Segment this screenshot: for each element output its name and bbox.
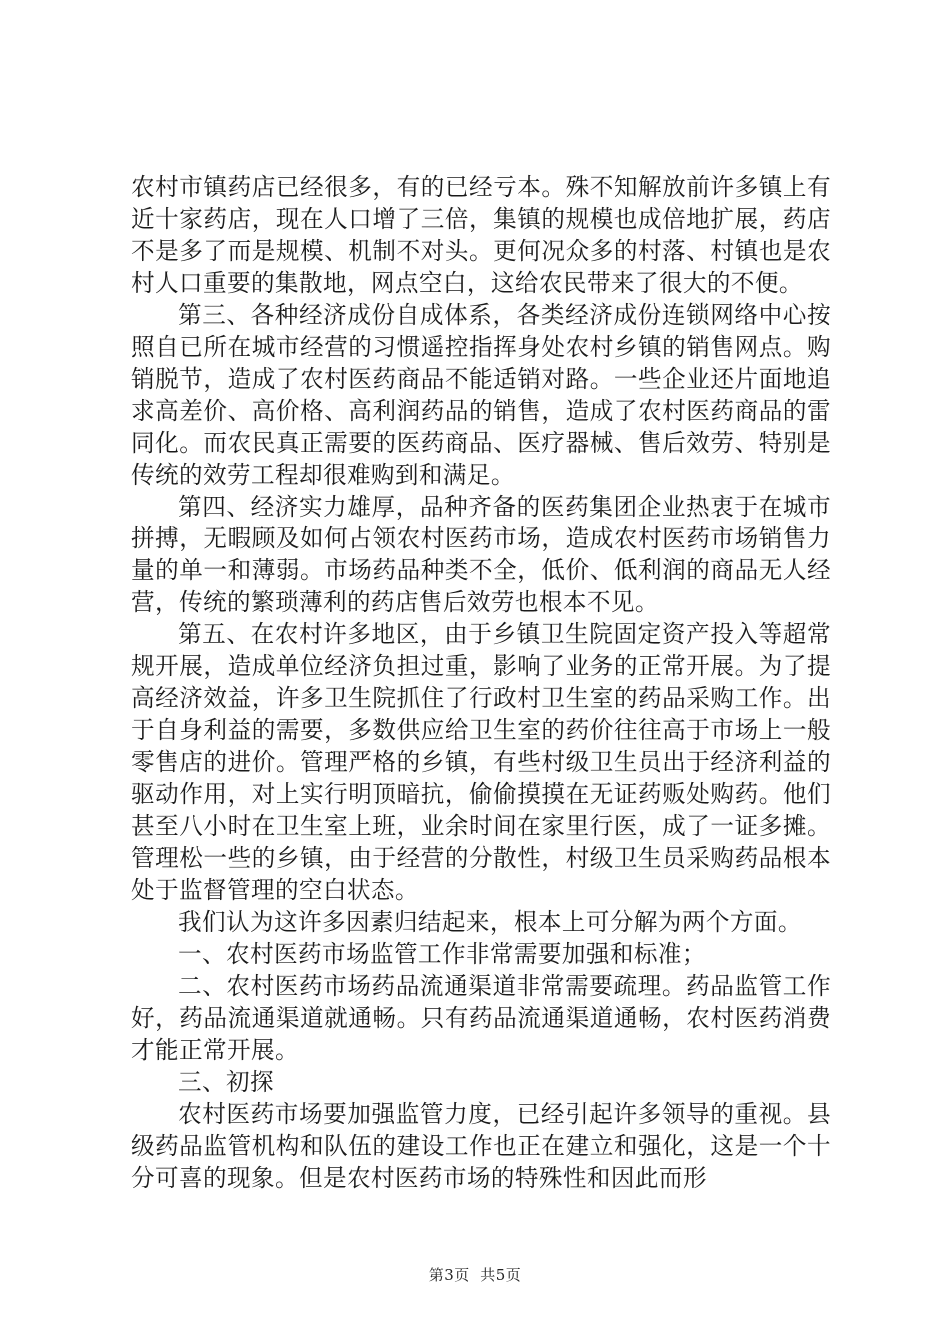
paragraph-5: 我们认为这许多因素归结起来，根本上可分解为两个方面。 bbox=[178, 907, 802, 936]
page-footer bbox=[0, 1264, 950, 1285]
section-heading: 三、初探 bbox=[178, 1067, 274, 1096]
paragraph-2: 第三、各种经济成份自成体系，各类经济成份连锁网络中心按照自已所在城市经营的习惯遥控指挥身处农村乡镇的销售网点。购销脱节，造成了农村医药商品不能适销对路。一些企业还片面地追求高差价、高价格、高利润药品的销售，造成了农村医药商品的雷同化。而农民真正需要的医药商品、医疗器械、售后效劳、特别是传统的效劳工程却很难购到和满足。 bbox=[131, 300, 831, 489]
paragraph-4: 第五、在农村许多地区，由于乡镇卫生院固定资产投入等超常规开展，造成单位经济负担过重，影响了业务的正常开展。为了提高经济效益，许多卫生院抓住了行政村卫生室的药品采购工作。出于自身利益的需要，多数供应给卫生室的药价往往高于市场上一般零售店的进价。管理严格的乡镇，有些村级卫生员出于经济利益的驱动作用，对上实行明顶暗抗，偷偷摸摸在无证药贩处购药。他们甚至八小时在卫生室上班，业余时间在家里行医，成了一证多摊。管理松一些的乡镇，由于经营的分散性，村级卫生员采购药品根本处于监督管理的空白状态。 bbox=[131, 620, 831, 904]
paragraph-7: 二、农村医药市场药品流通渠道非常需要疏理。药品监管工作好，药品流通渠道就通畅。只有药品流通渠道通畅，农村医药消费才能正常开展。 bbox=[131, 971, 831, 1064]
page-number: 第3页 共5页 bbox=[428, 1266, 522, 1284]
paragraph-8: 农村医药市场要加强监管力度，已经引起许多领导的重视。县级药品监管机构和队伍的建设工作也正在建立和强化，这是一个十分可喜的现象。但是农村医药市场的特殊性和因此而形 bbox=[131, 1099, 831, 1192]
document-body bbox=[131, 172, 831, 1195]
paragraph-1: 农村市镇药店已经很多，有的已经亏本。殊不知解放前许多镇上有近十家药店，现在人口增了三倍，集镇的规模也成倍地扩展，药店不是多了而是规模、机制不对头。更何况众多的村落、村镇也是农村人口重要的集散地，网点空白，这给农民带来了很大的不便。 bbox=[131, 173, 831, 297]
paragraph-6: 一、农村医药市场监管工作非常需要加强和标准； bbox=[178, 939, 706, 968]
paragraph-3: 第四、经济实力雄厚，品种齐备的医药集团企业热衷于在城市拼搏，无暇顾及如何占领农村医药市场，造成农村医药市场销售力量的单一和薄弱。市场药品种类不全，低价、低利润的商品无人经营，传统的繁琐薄利的药店售后效劳也根本不见。 bbox=[131, 492, 831, 617]
